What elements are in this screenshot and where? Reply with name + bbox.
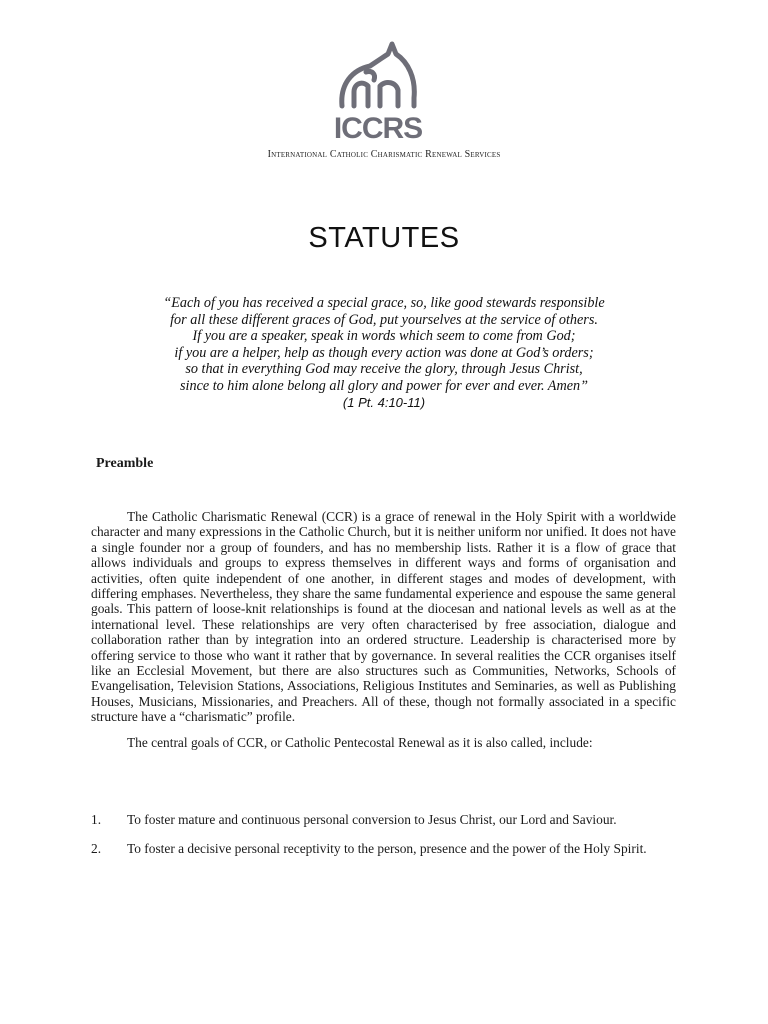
goals-list	[91, 812, 676, 871]
scripture-quote	[0, 295, 768, 411]
paragraph: The Catholic Charismatic Renewal (CCR) is a grace of renewal in the Holy Spirit with a worldwide character and many expressions in the Catholic Church, but it is neither uniform nor unified. It does not have a single founder nor a group of founders, and has no membership lists. Rather it is a flow of grace that allows individuals and groups to express themselves in different ways and forms of organisation and activities, often quite independent of one another, in different stages and modes of development, with differing emphases. Nevertheless, they share the same fundamental experience and espouse the same general goals. This pattern of loose-knit relationships is found at the diocesan and national levels as well as at the international level. These relationships are very often characterised by free association, dialogue and collaboration rather than by integration into an ordered structure. Leadership is characterised more by offering service to those who want it rather that by governance. In several realities the CCR organises itself like an Ecclesial Movement, but there are also structures such as Communities, Networks, Schools of Evangelisation, Television Stations, Associations, Religious Institutes and Seminaries, as well as Publishing Houses, Musicians, Missionaries, and Preachers. All of these, though not formally associated in a specific structure have a “charismatic” profile.	[91, 509, 676, 725]
quote-line: if you are a helper, help as though every action was done at God’s orders;	[174, 344, 594, 361]
list-item-text: To foster a decisive personal receptivity to the person, presence and the power of the Holy Spirit.	[127, 841, 647, 857]
quote-line: If you are a speaker, speak in words which seem to come from God;	[192, 328, 576, 345]
quote-line: for all these different graces of God, put yourselves at the service of others.	[170, 311, 598, 328]
quote-reference: (1 Pt. 4:10-11)	[342, 394, 426, 410]
section-heading-preamble: Preamble	[96, 456, 154, 471]
list-item	[91, 841, 676, 856]
list-item	[91, 812, 676, 827]
quote-line: so that in everything God may receive the glory, through Jesus Christ,	[185, 361, 583, 378]
iccrs-dove-logo	[330, 40, 426, 144]
list-item-text: To foster mature and continuous personal conversion to Jesus Christ, our Lord and Saviour.	[127, 812, 617, 827]
organization-name: International Catholic Charismatic Renewal Services	[267, 149, 501, 160]
quote-line: “Each of you has received a special grace, so, like good stewards responsible	[163, 295, 605, 311]
list-item-number: 1.	[91, 812, 102, 827]
logo-wordmark: ICCRS	[333, 112, 423, 144]
preamble-body	[91, 509, 676, 750]
document-title: STATUTES	[308, 222, 460, 254]
list-item-number: 2.	[91, 841, 102, 857]
paragraph: The central goals of CCR, or Catholic Pentecostal Renewal as it is also called, include:	[127, 734, 593, 750]
quote-line: since to him alone belong all glory and power for ever and ever. Amen”	[180, 377, 588, 394]
